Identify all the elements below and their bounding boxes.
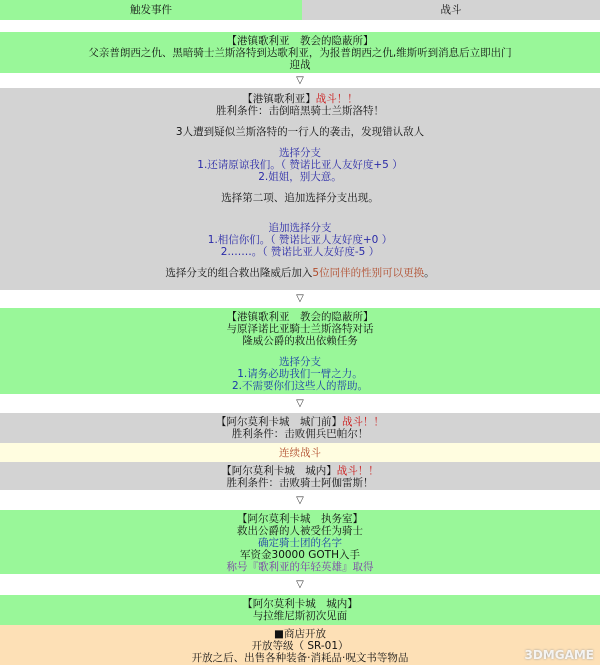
header-row <box>0 0 600 20</box>
branch-option: 1.相信你们。（ 赞诺比亚人友好度+0 ） <box>207 234 393 246</box>
event-text: 迎战 <box>289 59 311 71</box>
down-arrow-icon: ▽ <box>296 495 304 506</box>
event-block-1 <box>0 32 600 73</box>
branch-label: 选择分支 <box>279 356 321 368</box>
event-title: 【阿尔莫利卡城 执务室】 <box>237 513 363 525</box>
header-trigger-event: 触发事件 <box>0 0 302 20</box>
event-title: 【港镇歌利亚 教会的隐蔽所】 <box>226 311 374 323</box>
event-block-3 <box>0 510 600 574</box>
branch-option: 1.还请原谅我们。（ 赞诺比亚人友好度+5 ） <box>197 159 403 171</box>
shop-title: ■商店开放 <box>274 628 326 640</box>
event-block-4 <box>0 595 600 625</box>
event-block-2 <box>0 308 600 394</box>
watermark-logo: 3DMGAME <box>524 648 594 662</box>
continuous-battle-bar <box>0 443 600 462</box>
victory-condition: 胜利条件：击倒暗黑骑士兰斯洛特！ <box>216 105 384 117</box>
event-title: 【阿尔莫利卡城 城内】战斗！！ <box>221 465 379 477</box>
battle-block-2 <box>0 413 600 443</box>
victory-condition: 胜利条件：击败佣兵巴帕尔！ <box>231 428 369 440</box>
down-arrow-icon: ▽ <box>296 75 304 86</box>
event-title: 【阿尔莫利卡城 城门前】战斗！！ <box>216 416 384 428</box>
event-title: 【港镇歌利亚】战斗！！ <box>242 93 358 105</box>
event-text: 救出公爵的人被受任为骑士 <box>237 525 363 537</box>
event-text: 3人遭到疑似兰斯洛特的一行人的袭击，发现错认敌人 <box>175 126 425 138</box>
event-text: 隆威公爵的救出依赖任务 <box>242 335 358 347</box>
branch-option: 2.……。（ 赞诺比亚人友好度-5 ） <box>220 246 380 258</box>
branch-label: 选择分支 <box>279 147 321 159</box>
continuous-battle-label: 连续战斗 <box>279 447 321 459</box>
event-text: 选择分支的组合救出隆威后加入5位同伴的性别可以更换。 <box>165 267 435 279</box>
event-text: 选择第二项、追加选择分支出现。 <box>221 192 379 204</box>
branch-label: 追加选择分支 <box>268 222 332 234</box>
title-obtained: 称号『歌利亚的年轻英雄』取得 <box>226 561 374 573</box>
header-battle: 战斗 <box>302 0 600 20</box>
shop-level: 开放等级（ SR-01） <box>251 640 349 652</box>
shop-block <box>0 625 600 665</box>
branch-option: 2.不需要你们这些人的帮助。 <box>231 380 369 392</box>
event-text: 与原泽诺比亚騎士兰斯洛特对话 <box>226 323 374 335</box>
event-text: 与拉维尼斯初次见面 <box>252 610 348 622</box>
branch-option: 1.请务必助我们一臂之力。 <box>237 368 363 380</box>
down-arrow-icon: ▽ <box>296 293 304 304</box>
down-arrow-icon: ▽ <box>296 579 304 590</box>
victory-condition: 胜利条件：击败骑士阿伽雷斯！ <box>226 477 374 489</box>
battle-block-3 <box>0 462 600 490</box>
event-text: 父亲普朗西之仇、黑暗骑士兰斯洛特到达歌利亚，为报普朗西之仇,维斯听到消息后立即出门 <box>88 47 512 59</box>
battle-block-1 <box>0 88 600 290</box>
event-title: 【阿尔莫利卡城 城内】 <box>242 598 358 610</box>
event-text: 军资金30000 GOTH入手 <box>240 549 360 561</box>
event-title: 【港镇歌利亚 教会的隐蔽所】 <box>226 35 374 47</box>
shop-text: 开放之后、出售各种装备·消耗品·呪文书等物品 <box>191 652 409 664</box>
event-text: 确定骑士团的名字 <box>258 537 342 549</box>
down-arrow-icon: ▽ <box>296 398 304 409</box>
branch-option: 2.姐姐，别大意。 <box>258 171 342 183</box>
